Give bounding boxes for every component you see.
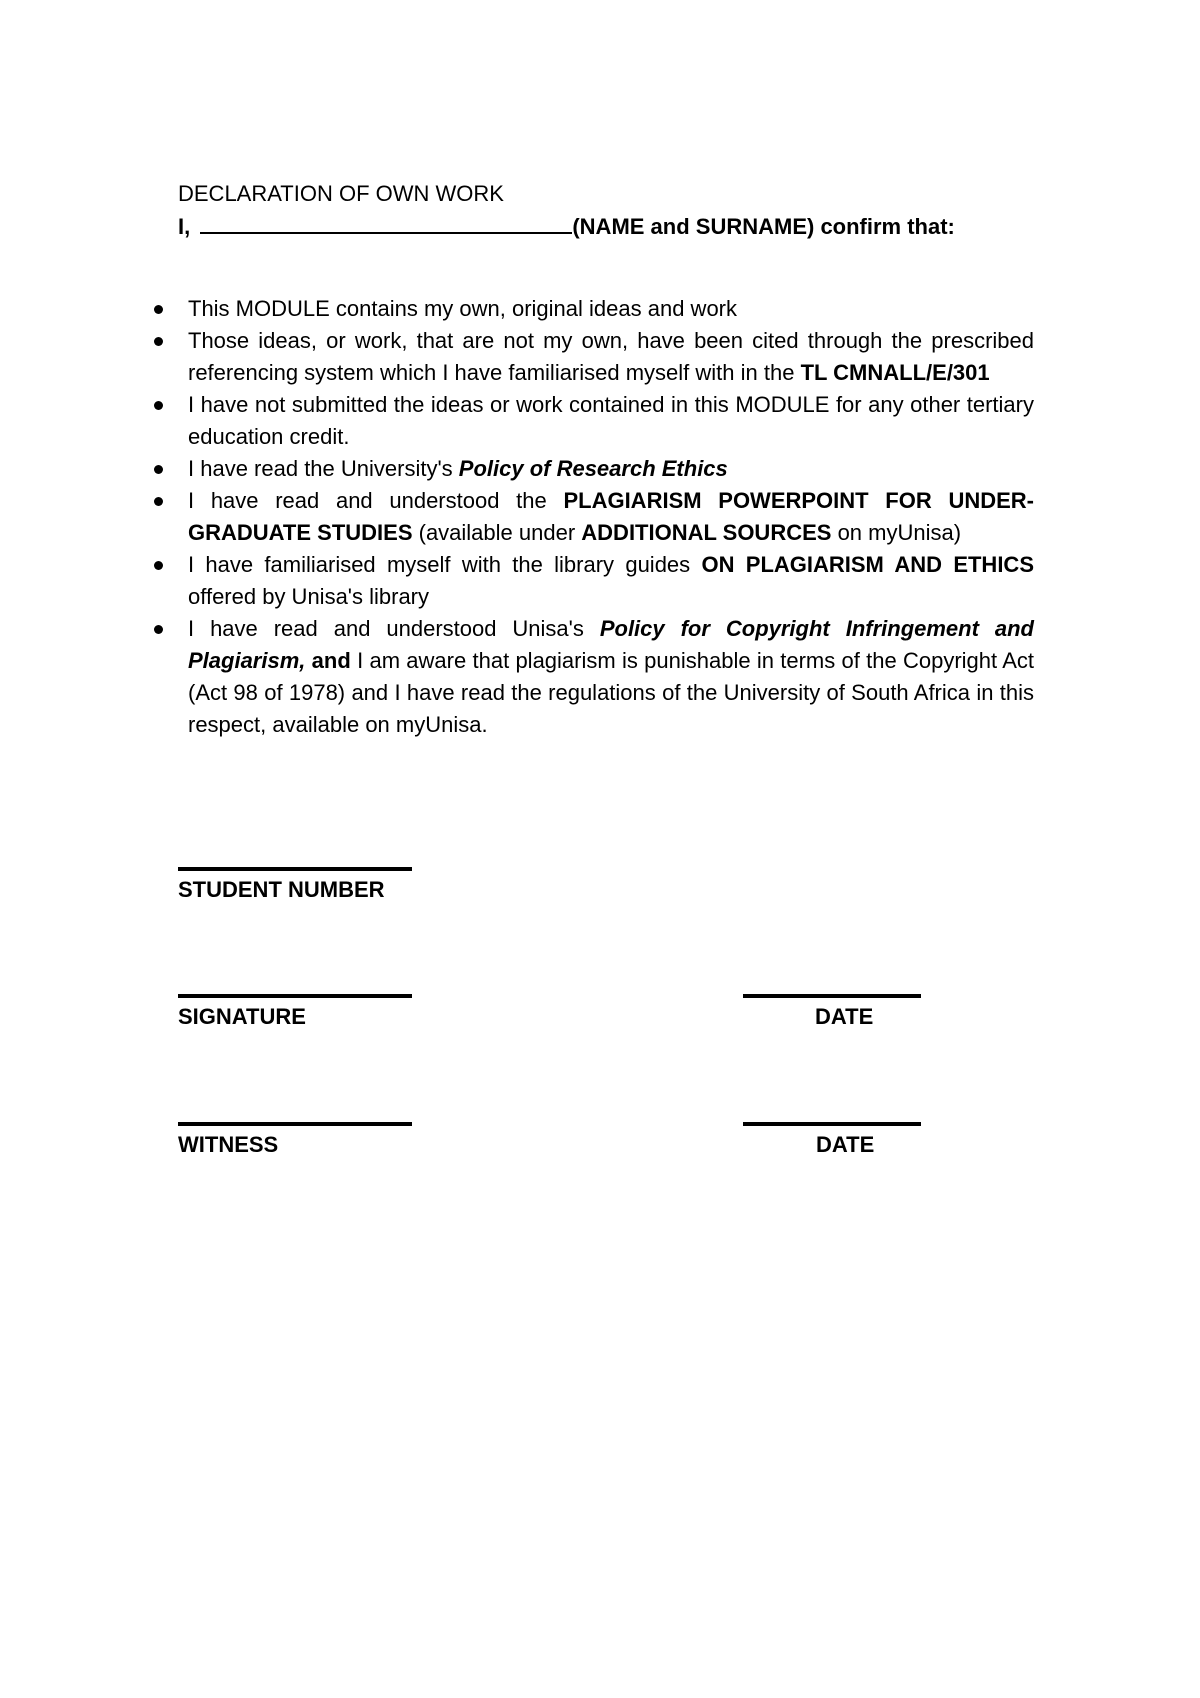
bullet-text-part: Those ideas, or work, that are not my own, have been cited through the prescribed referencing system which I have familiarised myself with in the <box>188 328 1034 385</box>
bullet-text <box>188 453 1034 485</box>
bullet-text <box>188 549 1034 613</box>
confirm-line <box>178 210 955 243</box>
bullet-text-part: (available under <box>412 520 582 545</box>
bullet-text-part: offered by Unisa's library <box>188 584 430 609</box>
bullet-text-part: I am aware that plagiarism is punishable in terms of the Copyright Act (Act 98 of 1978) and I have read the regulations of the University of South Africa in this respect, available on myUnisa. <box>188 648 1034 737</box>
bullet-text-part: I have read the University's <box>188 456 459 481</box>
bullet-text: I have not submitted the ideas or work contained in this MODULE for any other tertiary education credit. <box>188 392 1034 449</box>
list-item <box>188 549 1034 613</box>
bullet-text <box>188 485 1034 549</box>
witness-label: WITNESS <box>178 1132 279 1157</box>
witness-date-label: DATE <box>816 1132 875 1157</box>
bullet-icon <box>154 337 163 346</box>
list-item <box>188 293 1034 325</box>
name-blank-line <box>200 210 572 234</box>
bullet-text-part: I have read and understood Unisa's <box>188 616 600 641</box>
bullet-bold-part: PLAGIARISM POWERPOINT FOR UNDER-GRADUATE STUDIES <box>188 488 1034 545</box>
student-number-label: STUDENT NUMBER <box>178 877 385 902</box>
bullet-text <box>188 613 1034 741</box>
witness-date-line <box>743 1122 921 1126</box>
bullet-icon <box>154 625 163 634</box>
student-number-line <box>178 867 412 871</box>
signature-label: SIGNATURE <box>178 1004 306 1029</box>
bullet-text-part: I have read and understood the <box>188 488 564 513</box>
bullet-bold-part: ADDITIONAL SOURCES <box>581 520 832 545</box>
bullet-icon <box>154 497 163 506</box>
bullet-icon <box>154 401 163 410</box>
list-item <box>188 325 1034 389</box>
policy-title: Policy for Copyright Infringement and Plagiarism <box>188 616 1034 673</box>
date-line <box>743 994 921 998</box>
confirm-prefix: I, <box>178 214 197 239</box>
list-item <box>188 453 1034 485</box>
witness-line <box>178 1122 412 1126</box>
bullet-bold-part: ON PLAGIARISM AND ETHICS <box>701 552 1034 577</box>
declaration-list <box>188 293 1034 741</box>
list-item <box>188 485 1034 549</box>
date-label: DATE <box>815 1004 874 1029</box>
policy-title: Policy of Research Ethics <box>458 456 728 481</box>
bullet-text: This MODULE contains my own, original ideas and work <box>188 296 738 321</box>
bullet-text-part: on myUnisa) <box>831 520 962 545</box>
module-code: TL CMNALL/E/301 <box>800 360 990 385</box>
list-item <box>188 613 1034 741</box>
bullet-text <box>188 325 1034 389</box>
list-item <box>188 389 1034 453</box>
bullet-text-part: I have familiarised myself with the library guides <box>188 552 702 577</box>
bullet-icon <box>154 305 163 314</box>
confirm-suffix: (NAME and SURNAME) confirm that: <box>572 214 955 239</box>
document-heading: DECLARATION OF OWN WORK <box>178 181 504 206</box>
bullet-text-part: , <box>299 648 312 673</box>
bullet-icon <box>154 561 163 570</box>
bullet-bold-part: and <box>311 648 351 673</box>
bullet-icon <box>154 465 163 474</box>
signature-line <box>178 994 412 998</box>
